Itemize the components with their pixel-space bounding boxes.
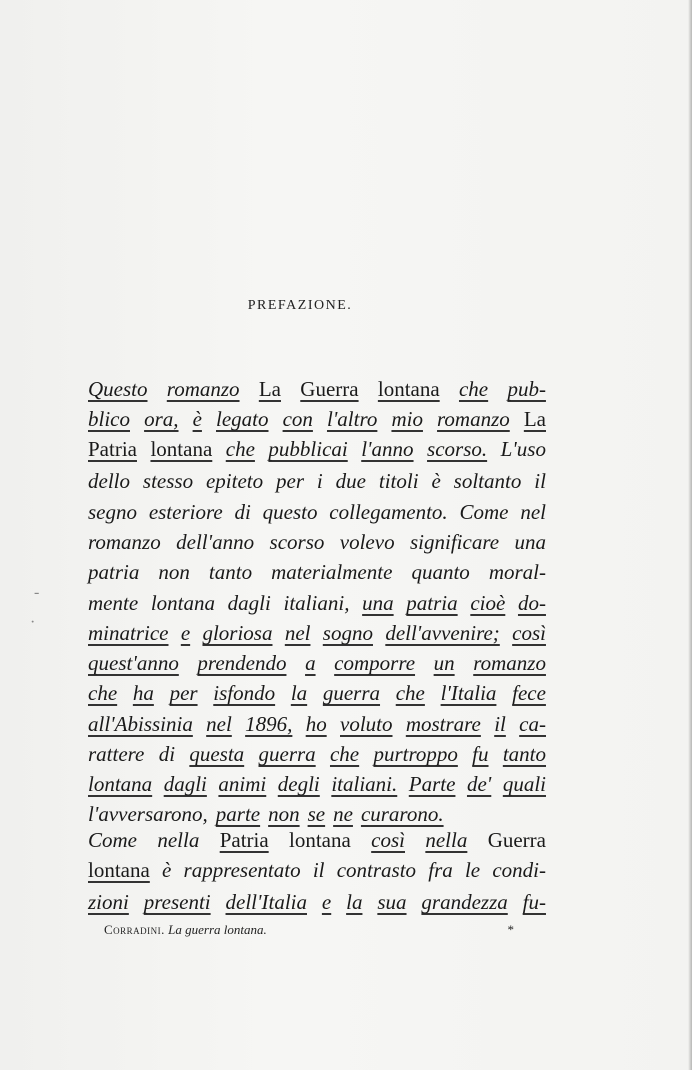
text-word: soltanto xyxy=(453,469,522,493)
text-line xyxy=(88,618,546,648)
text-word: de' xyxy=(466,772,492,796)
text-word: condi- xyxy=(492,858,546,882)
text-word: romanzo xyxy=(473,651,546,675)
text-word: così xyxy=(512,621,546,645)
footer-mark: * xyxy=(507,922,514,937)
text-word: il xyxy=(312,858,325,882)
text-word: nel xyxy=(520,500,546,524)
text-word: legato xyxy=(216,407,269,431)
text-line xyxy=(88,739,546,769)
footer-book-title: La guerra lontana. xyxy=(168,922,267,937)
text-word: voluto xyxy=(340,712,393,736)
text-word: a xyxy=(305,651,316,675)
text-line xyxy=(88,527,546,557)
text-word: e xyxy=(321,890,332,914)
text-word: e xyxy=(180,621,191,645)
text-word: do- xyxy=(517,591,546,615)
text-word: che xyxy=(395,681,425,705)
text-word: mio xyxy=(391,407,423,431)
page-heading: PREFAZIONE. xyxy=(247,298,353,313)
text-word: dell'Italia xyxy=(225,890,307,914)
text-word: rattere xyxy=(88,742,145,766)
text-word: isfondo xyxy=(213,681,276,705)
text-word: 1896, xyxy=(245,712,293,736)
text-word: lontana xyxy=(377,377,440,401)
text-word: un xyxy=(433,651,455,675)
text-word: l'Italia xyxy=(440,681,497,705)
footer-signature xyxy=(104,922,267,938)
text-line xyxy=(88,466,546,496)
text-word: una xyxy=(362,591,394,615)
text-word: comporre xyxy=(334,651,416,675)
text-word: Come xyxy=(88,828,137,852)
text-word: è xyxy=(192,407,202,431)
text-word: parte xyxy=(215,802,261,826)
text-word: cioè xyxy=(470,591,506,615)
text-line xyxy=(88,825,546,855)
text-word: nella xyxy=(425,828,468,852)
text-word: mostrare xyxy=(405,712,481,736)
text-word: nella xyxy=(157,828,200,852)
text-word: fra xyxy=(428,858,453,882)
text-word: Questo xyxy=(88,377,148,401)
text-word: tanto xyxy=(208,560,253,584)
text-word: rappresentato xyxy=(183,858,301,882)
text-word: quanto xyxy=(411,560,470,584)
text-word: dello xyxy=(88,469,130,493)
text-word: quali xyxy=(502,772,546,796)
text-word: contrasto xyxy=(336,858,417,882)
text-word: è xyxy=(431,469,441,493)
text-word: blico xyxy=(88,407,130,431)
text-word: grandezza xyxy=(421,890,508,914)
text-word: ho xyxy=(305,712,327,736)
text-word: L'uso xyxy=(500,437,546,461)
text-word: questo xyxy=(262,500,318,524)
text-line xyxy=(88,648,546,678)
text-word: minatrice xyxy=(88,621,169,645)
text-word: scorso xyxy=(269,530,325,554)
text-word: l'avversarono, xyxy=(88,802,208,826)
text-word: mente xyxy=(88,591,139,615)
text-word: Patria xyxy=(88,437,137,461)
text-word: lontana xyxy=(150,591,215,615)
text-word: per xyxy=(276,469,305,493)
text-word: La xyxy=(523,407,546,431)
text-word: volevo xyxy=(339,530,395,554)
text-word: tanto xyxy=(502,742,546,766)
text-word: Patria xyxy=(219,828,269,852)
text-word: che xyxy=(88,681,118,705)
text-word: romanzo xyxy=(437,407,510,431)
text-word: scorso. xyxy=(427,437,488,461)
text-word: quest'anno xyxy=(88,651,179,675)
text-word: due xyxy=(335,469,366,493)
text-word: il xyxy=(534,469,546,493)
text-word: lontana xyxy=(150,437,213,461)
text-word: Guerra xyxy=(487,828,546,852)
text-word: Parte xyxy=(408,772,456,796)
text-word: presenti xyxy=(143,890,211,914)
text-word: che xyxy=(329,742,360,766)
text-word: l'anno xyxy=(361,437,414,461)
text-word: non xyxy=(268,802,300,826)
text-word: dell'anno xyxy=(176,530,255,554)
text-line xyxy=(88,557,546,587)
text-word: pub- xyxy=(507,377,546,401)
text-word: che xyxy=(458,377,489,401)
text-word: patria xyxy=(88,560,140,584)
text-word: pubblicai xyxy=(268,437,348,461)
text-word: La xyxy=(258,377,281,401)
text-word: all'Abissinia xyxy=(88,712,193,736)
text-word: romanzo xyxy=(88,530,161,554)
text-line xyxy=(88,678,546,708)
text-line xyxy=(88,434,546,464)
text-word: lontana xyxy=(289,828,351,852)
text-word: lontana xyxy=(88,858,150,882)
text-word: sua xyxy=(377,890,407,914)
text-word: di xyxy=(158,742,176,766)
text-line xyxy=(88,855,546,885)
text-word: Guerra xyxy=(300,377,359,401)
margin-mark: · xyxy=(30,614,36,631)
text-word: gloriosa xyxy=(202,621,273,645)
text-word: così xyxy=(371,828,405,852)
text-word: lontana xyxy=(88,772,153,796)
text-word: guerra xyxy=(258,742,316,766)
text-word: che xyxy=(225,437,255,461)
text-word: purtroppo xyxy=(373,742,458,766)
text-line xyxy=(88,769,546,799)
text-line xyxy=(88,374,546,404)
text-word: per xyxy=(169,681,198,705)
text-word: ha xyxy=(132,681,154,705)
text-word: titoli xyxy=(378,469,419,493)
text-word: collegamento. xyxy=(329,500,448,524)
text-line xyxy=(88,709,546,739)
text-word: ora, xyxy=(144,407,179,431)
text-word: nel xyxy=(284,621,311,645)
text-word: guerra xyxy=(322,681,381,705)
text-word: sogno xyxy=(322,621,373,645)
text-word: animi xyxy=(218,772,267,796)
text-word: la xyxy=(346,890,363,914)
text-word: Come xyxy=(459,500,509,524)
text-word: moral- xyxy=(488,560,546,584)
text-word: è xyxy=(162,858,172,882)
text-word: curarono. xyxy=(360,802,444,826)
text-word: ca- xyxy=(519,712,546,736)
text-word: italiani, xyxy=(283,591,350,615)
text-word: italiani. xyxy=(331,772,398,796)
text-word: le xyxy=(464,858,481,882)
text-word: dagli xyxy=(163,772,207,796)
text-word: prendendo xyxy=(197,651,287,675)
text-word: non xyxy=(158,560,190,584)
text-word: dell'avvenire; xyxy=(385,621,500,645)
text-word: se xyxy=(307,802,326,826)
text-word: fu- xyxy=(522,890,546,914)
page-edge-shadow xyxy=(688,0,692,1070)
page-footer xyxy=(104,922,514,938)
text-word: significare xyxy=(409,530,500,554)
text-word: patria xyxy=(406,591,458,615)
text-word: ne xyxy=(333,802,353,826)
text-word: materialmente xyxy=(271,560,393,584)
text-word: i xyxy=(316,469,323,493)
text-word: dagli xyxy=(227,591,271,615)
margin-mark: - xyxy=(34,584,40,601)
text-word: la xyxy=(290,681,308,705)
footer-author: Corradini. xyxy=(104,922,165,937)
text-line xyxy=(88,404,546,434)
text-word: romanzo xyxy=(166,377,240,401)
text-word: il xyxy=(494,712,506,736)
text-word: segno xyxy=(88,500,137,524)
text-word: fu xyxy=(472,742,489,766)
text-word: epiteto xyxy=(205,469,264,493)
text-word: con xyxy=(282,407,313,431)
text-line xyxy=(88,887,546,917)
text-word: stesso xyxy=(142,469,194,493)
text-word: esteriore xyxy=(148,500,223,524)
text-word: nel xyxy=(206,712,232,736)
text-word: zioni xyxy=(88,890,129,914)
text-line xyxy=(88,497,546,527)
text-word: l'altro xyxy=(326,407,378,431)
text-word: degli xyxy=(277,772,320,796)
text-word: questa xyxy=(189,742,245,766)
text-word: fece xyxy=(512,681,546,705)
text-line xyxy=(88,588,546,618)
text-word: di xyxy=(234,500,251,524)
text-word: una xyxy=(514,530,546,554)
